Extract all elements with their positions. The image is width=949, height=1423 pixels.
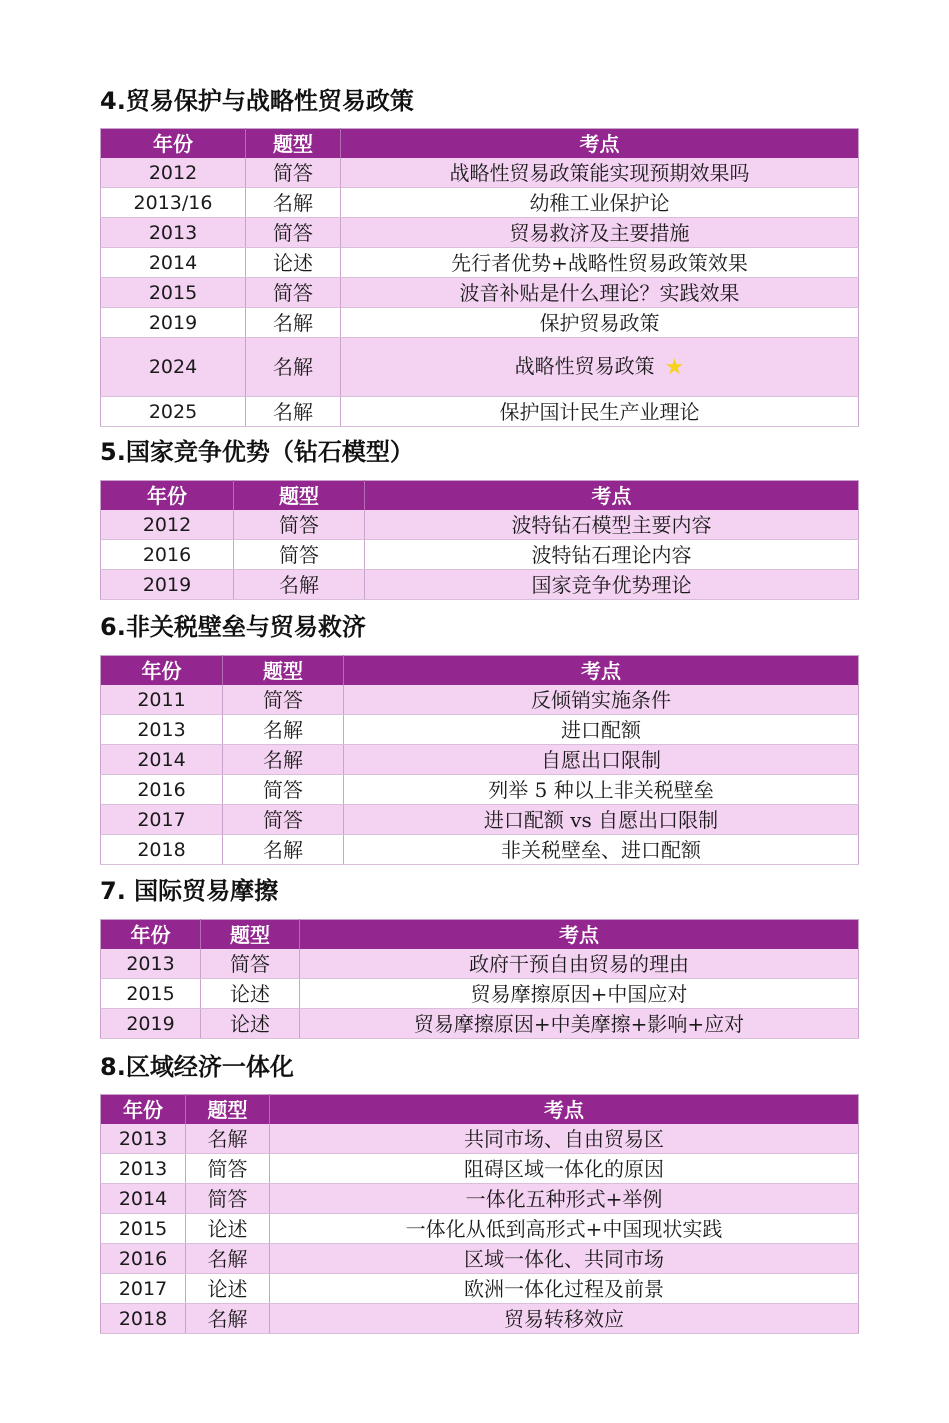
column-header-type: 题型 [234, 481, 365, 511]
column-header-year: 年份 [101, 481, 234, 511]
table-row [101, 949, 859, 979]
table-header-row [101, 481, 859, 511]
cell-type: 简答 [223, 805, 344, 835]
table-row [101, 1304, 859, 1334]
cell-topic [341, 338, 859, 397]
cell-year: 2018 [101, 835, 223, 865]
cell-year: 2013 [101, 1154, 186, 1184]
cell-topic: 反倾销实施条件 [344, 685, 859, 715]
table-row [101, 1124, 859, 1154]
column-header-year: 年份 [101, 129, 246, 159]
star-icon: ★ [664, 355, 685, 380]
cell-type: 简答 [186, 1154, 270, 1184]
cell-topic: 自愿出口限制 [344, 745, 859, 775]
cell-year: 2015 [101, 1214, 186, 1244]
table-header-row [101, 129, 859, 159]
section-title: 4.贸易保护与战略性贸易政策 [100, 87, 414, 115]
table-row [101, 805, 859, 835]
cell-year: 2013 [101, 715, 223, 745]
cell-year: 2019 [101, 1009, 201, 1039]
column-header-topic: 考点 [300, 920, 859, 950]
cell-year: 2013/16 [101, 188, 246, 218]
column-header-topic: 考点 [341, 129, 859, 159]
cell-type: 名解 [223, 835, 344, 865]
table-row [101, 1009, 859, 1039]
cell-type: 名解 [246, 308, 341, 338]
cell-year: 2025 [101, 397, 246, 427]
table-row-highlighted [101, 338, 859, 397]
cell-topic: 波特钻石模型主要内容 [365, 510, 859, 540]
section-title: 7. 国际贸易摩擦 [100, 877, 279, 905]
table-row [101, 835, 859, 865]
cell-type: 简答 [186, 1184, 270, 1214]
topics-table-section-8 [100, 1094, 859, 1334]
section-title: 8.区域经济一体化 [100, 1053, 294, 1081]
topics-table-section-6 [100, 655, 859, 865]
column-header-topic: 考点 [344, 656, 859, 686]
column-header-year: 年份 [101, 656, 223, 686]
cell-year: 2013 [101, 949, 201, 979]
cell-year: 2011 [101, 685, 223, 715]
cell-type: 论述 [246, 248, 341, 278]
cell-type: 名解 [186, 1124, 270, 1154]
cell-year: 2015 [101, 979, 201, 1009]
cell-topic: 贸易救济及主要措施 [341, 218, 859, 248]
cell-year: 2018 [101, 1304, 186, 1334]
cell-year: 2017 [101, 805, 223, 835]
cell-topic: 进口配额 vs 自愿出口限制 [344, 805, 859, 835]
section-title: 6.非关税壁垒与贸易救济 [100, 613, 366, 641]
cell-topic: 共同市场、自由贸易区 [270, 1124, 859, 1154]
cell-topic: 政府干预自由贸易的理由 [300, 949, 859, 979]
section-title: 5.国家竞争优势（钻石模型） [100, 438, 414, 466]
table-row [101, 1184, 859, 1214]
cell-topic: 贸易摩擦原因+中国应对 [300, 979, 859, 1009]
column-header-type: 题型 [246, 129, 341, 159]
cell-year: 2012 [101, 510, 234, 540]
cell-topic: 波特钻石理论内容 [365, 540, 859, 570]
column-header-year: 年份 [101, 920, 201, 950]
table-header-row [101, 920, 859, 950]
cell-type: 名解 [246, 397, 341, 427]
cell-year: 2014 [101, 1184, 186, 1214]
column-header-topic: 考点 [365, 481, 859, 511]
topics-table-section-5 [100, 480, 859, 600]
cell-year: 2016 [101, 540, 234, 570]
table-row [101, 715, 859, 745]
table-row [101, 1214, 859, 1244]
cell-type: 名解 [223, 745, 344, 775]
cell-type: 论述 [201, 1009, 300, 1039]
table-row [101, 218, 859, 248]
cell-topic: 保护国计民生产业理论 [341, 397, 859, 427]
cell-year: 2014 [101, 248, 246, 278]
cell-type: 简答 [201, 949, 300, 979]
cell-type: 名解 [234, 570, 365, 600]
cell-type: 名解 [246, 188, 341, 218]
cell-year: 2016 [101, 1244, 186, 1274]
cell-topic: 非关税壁垒、进口配额 [344, 835, 859, 865]
column-header-type: 题型 [201, 920, 300, 950]
cell-topic: 贸易摩擦原因+中美摩擦+影响+应对 [300, 1009, 859, 1039]
cell-topic: 区域一体化、共同市场 [270, 1244, 859, 1274]
table-row [101, 775, 859, 805]
topics-table-section-7 [100, 919, 859, 1039]
cell-year: 2013 [101, 1124, 186, 1154]
cell-type: 简答 [246, 158, 341, 188]
column-header-type: 题型 [186, 1095, 270, 1125]
cell-type: 简答 [223, 685, 344, 715]
cell-topic: 列举 5 种以上非关税壁垒 [344, 775, 859, 805]
cell-topic: 进口配额 [344, 715, 859, 745]
table-row [101, 510, 859, 540]
cell-type: 简答 [246, 218, 341, 248]
table-row [101, 979, 859, 1009]
cell-topic: 保护贸易政策 [341, 308, 859, 338]
cell-year: 2017 [101, 1274, 186, 1304]
cell-year: 2019 [101, 308, 246, 338]
table-row [101, 248, 859, 278]
cell-type: 名解 [246, 338, 341, 397]
table-row [101, 278, 859, 308]
cell-type: 简答 [234, 510, 365, 540]
table-row [101, 1244, 859, 1274]
cell-type: 论述 [201, 979, 300, 1009]
cell-topic: 阻碍区域一体化的原因 [270, 1154, 859, 1184]
cell-type: 论述 [186, 1214, 270, 1244]
cell-type: 简答 [246, 278, 341, 308]
cell-type: 名解 [186, 1244, 270, 1274]
cell-topic: 先行者优势+战略性贸易政策效果 [341, 248, 859, 278]
cell-year: 2016 [101, 775, 223, 805]
cell-type: 论述 [186, 1274, 270, 1304]
cell-topic: 一体化五种形式+举例 [270, 1184, 859, 1214]
column-header-year: 年份 [101, 1095, 186, 1125]
cell-topic: 国家竞争优势理论 [365, 570, 859, 600]
table-row [101, 1154, 859, 1184]
cell-topic-text: 战略性贸易政策 [514, 354, 655, 378]
table-row [101, 308, 859, 338]
topics-table-section-4 [100, 128, 859, 427]
cell-topic: 欧洲一体化过程及前景 [270, 1274, 859, 1304]
table-row [101, 158, 859, 188]
cell-type: 简答 [234, 540, 365, 570]
table-row [101, 397, 859, 427]
cell-topic: 幼稚工业保护论 [341, 188, 859, 218]
cell-topic: 战略性贸易政策能实现预期效果吗 [341, 158, 859, 188]
table-header-row [101, 656, 859, 686]
cell-topic: 一体化从低到高形式+中国现状实践 [270, 1214, 859, 1244]
cell-year: 2014 [101, 745, 223, 775]
table-row [101, 540, 859, 570]
cell-topic: 贸易转移效应 [270, 1304, 859, 1334]
table-row [101, 188, 859, 218]
cell-type: 简答 [223, 775, 344, 805]
column-header-type: 题型 [223, 656, 344, 686]
cell-year: 2024 [101, 338, 246, 397]
column-header-topic: 考点 [270, 1095, 859, 1125]
cell-year: 2015 [101, 278, 246, 308]
cell-topic: 波音补贴是什么理论？实践效果 [341, 278, 859, 308]
cell-year: 2012 [101, 158, 246, 188]
cell-type: 名解 [223, 715, 344, 745]
cell-year: 2019 [101, 570, 234, 600]
table-row [101, 570, 859, 600]
cell-type: 名解 [186, 1304, 270, 1334]
table-row [101, 1274, 859, 1304]
table-header-row [101, 1095, 859, 1125]
table-row [101, 685, 859, 715]
cell-year: 2013 [101, 218, 246, 248]
table-row [101, 745, 859, 775]
